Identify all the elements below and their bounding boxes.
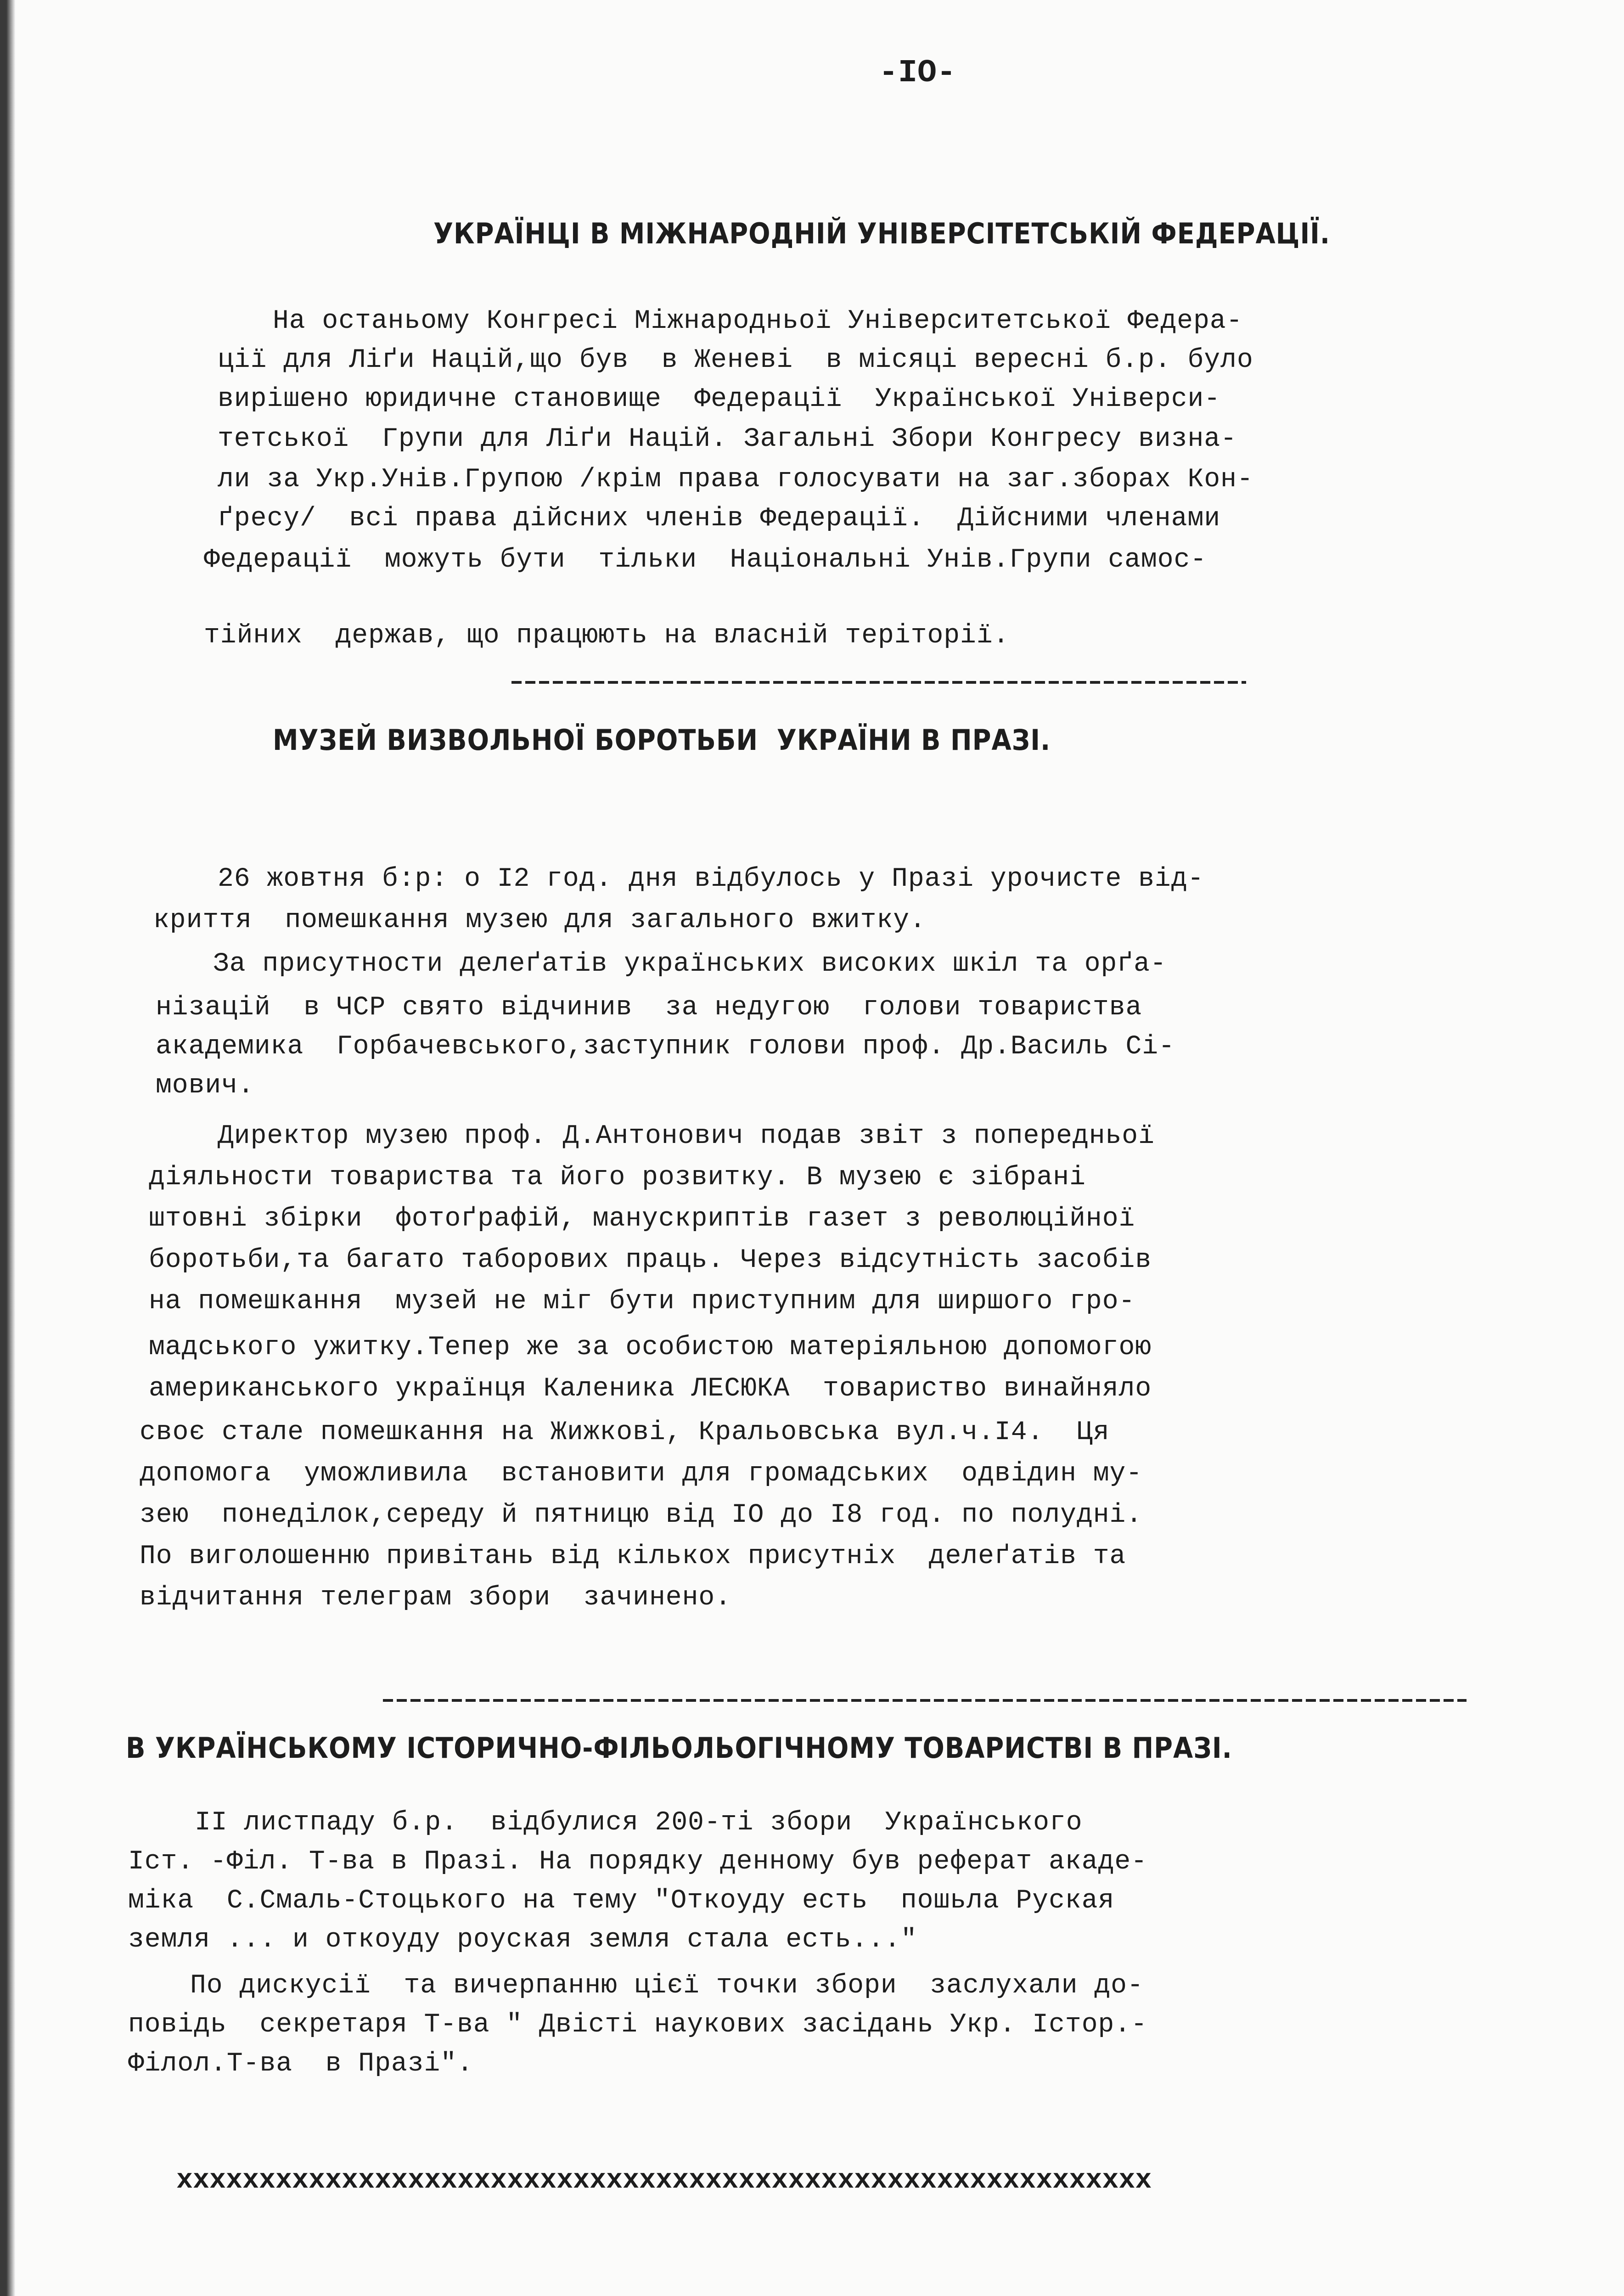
- section1-line: тійних держав, що працюють на власній теріторії.: [204, 621, 1010, 651]
- section2-line: нізацій в ЧСР свято відчинив за недугою голови товариства: [156, 993, 1142, 1023]
- paper-sheet: [16, 0, 1624, 2296]
- section2-line: діяльности товариства та його розвитку. В музею є зібрані: [149, 1163, 1086, 1193]
- section3-line: Іст. -Філ. Т-ва в Празі. На порядку денному був реферат акаде-: [128, 1847, 1147, 1877]
- section2-line: відчитання телеграм збори зачинено.: [140, 1583, 732, 1613]
- section2-line: боротьби,та багато таборових праць. Через відсутність засобів: [149, 1245, 1152, 1275]
- section1-line: ґресу/ всі права дійсних членів Федерації. Дійсними членами: [218, 504, 1221, 534]
- section2-line: Директор музею проф. Д.Антонович подав звіт з попередньої: [218, 1121, 1155, 1151]
- section2-line: По виголошенню привітань від кількох присутніх делеґатів та: [140, 1542, 1126, 1571]
- section2-line: на помешкання музей не міг бути приступним для ширшого гро-: [149, 1287, 1135, 1317]
- section2-separator: [383, 1699, 1467, 1702]
- end-mark-line: xxxxxxxxxxxxxxxxxxxxxxxxxxxxxxxxxxxxxxxxxxxxxxxxxxxxxxxxxxx: [176, 2165, 1152, 2196]
- section2-line: допомога уможливила встановити для громадських одвідин му-: [140, 1459, 1143, 1489]
- section3-line: земля ... и откоуду роуская земля стала есть...": [128, 1925, 917, 1955]
- section2-title: МУЗЕЙ ВИЗВОЛЬНОЇ БОРОТЬБИ УКРАЇНИ В ПРАЗІ.: [273, 723, 1051, 757]
- section3-title: В УКРАЇНСЬКОМУ ІСТОРИЧНО-ФІЛЬОЛЬОГІЧНОМУ ТОВАРИСТВІ В ПРАЗІ.: [126, 1731, 1232, 1765]
- page-number: -IO-: [879, 55, 956, 91]
- section2-line: зею понеділок,середу й пятницю від IO до I8 год. по полудні.: [140, 1500, 1143, 1530]
- section1-line: ли за Укр.Унів.Групою /крім права голосувати на заг.зборах Кон-: [218, 465, 1253, 495]
- binding-edge: [0, 0, 16, 2296]
- section1-line: тетської Групи для Ліґи Націй. Загальні Збори Конгресу визна-: [218, 424, 1237, 454]
- section2-line: 26 жовтня б:р: о I2 год. дня відбулось у Празі урочисте від-: [218, 864, 1204, 894]
- section2-line: американського українця Каленика ЛЕСЮКА товариство винайняло: [149, 1374, 1152, 1404]
- section3-line: По дискусії та вичерпанню цієї точки збори заслухали до-: [190, 1971, 1144, 2001]
- section2-line: криття помешкання музею для загального вжитку.: [153, 906, 926, 935]
- section1-line: Федерації можуть бути тільки Національні Унів.Групи самос-: [204, 545, 1207, 575]
- section1-title: УКРАЇНЦІ В МІЖНАРОДНІЙ УНІВЕРСІТЕТСЬКІЙ ФЕДЕРАЦІЇ.: [433, 217, 1331, 250]
- section2-line: мадського ужитку.Тепер же за особистою матеріяльною допомогою: [149, 1333, 1152, 1362]
- section1-line: вирішено юридичне становище Федерації Української Універси-: [218, 384, 1221, 414]
- section3-line: повідь секретаря Т-ва " Двісті наукових засідань Укр. Істор.-: [128, 2010, 1147, 2040]
- section1-line: На останьому Конгресі Міжнародньої Університетської Федера-: [273, 306, 1243, 336]
- section2-line: штовні збірки фотоґрафій, манускриптів газет з революційної: [149, 1204, 1135, 1234]
- section3-line: Філол.Т-ва в Празі".: [128, 2049, 473, 2079]
- section3-line: II листпаду б.р. відбулися 200-ті збори Українського: [195, 1808, 1083, 1838]
- section2-line: За присутности делеґатів українських високих шкіл та орґа-: [213, 949, 1167, 979]
- section2-line: академика Горбачевського,заступник голови проф. Др.Василь Сі-: [156, 1032, 1175, 1062]
- section2-line: своє стале помешкання на Жижкові, Кральовська вул.ч.I4. Ця: [140, 1418, 1110, 1447]
- section3-line: міка С.Смаль-Стоцького на тему "Откоуду есть пошьла Руская: [128, 1886, 1115, 1916]
- section2-line: мович.: [156, 1071, 254, 1101]
- section1-line: ції для Ліґи Націй,що був в Женеві в місяці вересні б.р. було: [218, 345, 1253, 375]
- section1-separator: [511, 681, 1246, 684]
